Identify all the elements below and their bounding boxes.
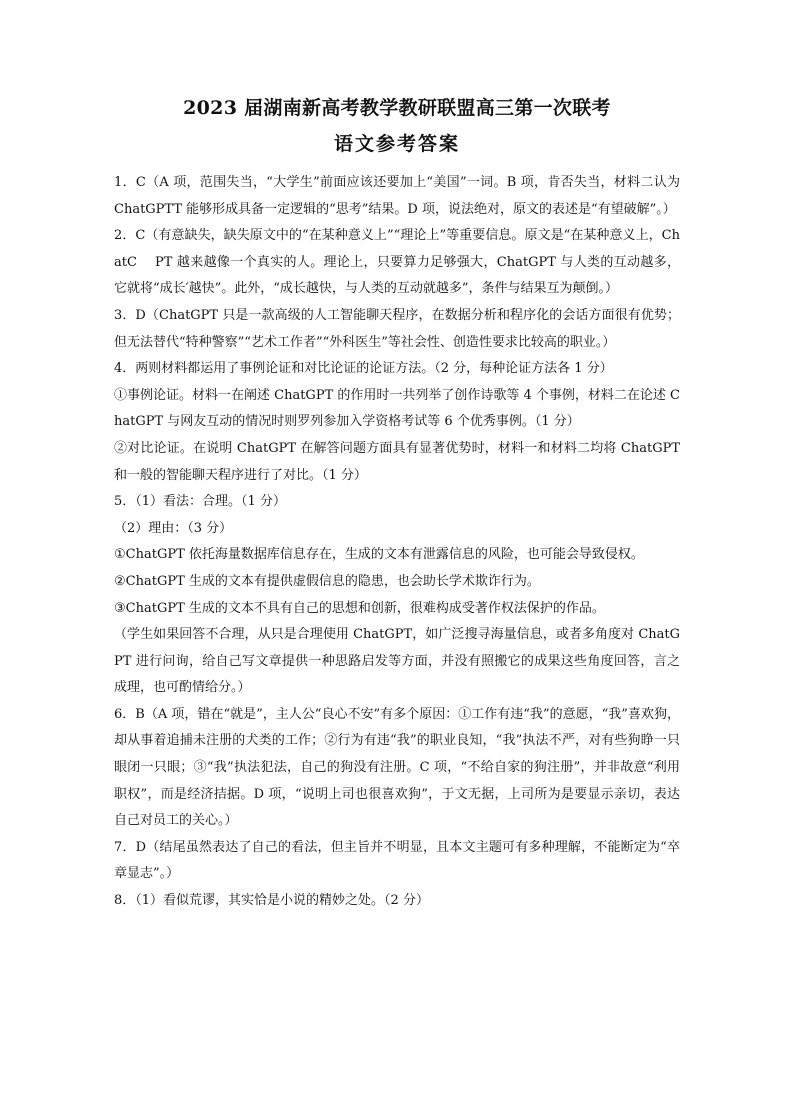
answer-5-reason-2: ②ChatGPT 生成的文本有提供虚假信息的隐患，也会助长学术欺诈行为。 bbox=[114, 573, 540, 589]
answer-5-part-2: （2）理由：（3 分） bbox=[114, 520, 233, 536]
answer-1: 1．C（A 项，范围失当，“大学生”前面应该还要加上“美国”一词。B 项，肯否失当，材料二认为 ChatGPTT 能够形成具备一定逻辑的“思考”结果。D 项，说法绝对，原文的表述是“有望破解”。） bbox=[114, 175, 694, 217]
answer-5-note: （学生如果回答不合理，从只是合理使用 ChatGPT，如广泛搜寻海量信息，或者多角度对 ChatGPT 进行问询，给自己写文章提供一种思路启发等方面，并没有照搬它的成果这些角度回答，言之成理，也可酌情给分。） bbox=[114, 627, 680, 696]
answer-5-part-1: 5．（1）看法：合理。（1 分） bbox=[114, 494, 286, 510]
answer-4-point-1: ①事例论证。材料一在阐述 ChatGPT 的作用时一共列举了创作诗歌等 4 个事例，材料二在论述 ChatGPT 与网友互动的情况时则罗列参加入学资格考试等 6 个优秀事例。（1 分） bbox=[114, 387, 680, 430]
answer-4: 4．两则材料都运用了事例论证和对比论证的论证方法。（2 分，每种论证方法各 1 分） bbox=[114, 361, 613, 377]
answer-4-point-2: ②对比论证。在说明 ChatGPT 在解答问题方面具有显著优势时，材料一和材料二均将 ChatGPT 和一般的智能聊天程序进行了对比。（1 分） bbox=[114, 440, 680, 483]
answer-5-reason-1: ①ChatGPT 依托海量数据库信息存在，生成的文本有泄露信息的风险，也可能会导致侵权。 bbox=[114, 547, 644, 563]
answer-6: 6．B（A 项，错在“就是”，主人公“良心不安”有多个原因：①工作有违“我”的意愿，“我”喜欢狗，却从事着追捕未注册的犬类的工作；②行为有违“我”的职业良知，“我”执法不严，对有些狗睁一只眼闭一只眼；③“我”执法犯法，自己的狗没有注册。C 项，“不给自家的狗注册”，并非故意“利用职权”，而是经济拮据。D 项，“说明上司也很喜欢狗”，于文无据，上司所为是要显示亲切，表达自己对员工的关心。） bbox=[114, 706, 680, 829]
answer-8: 8．（1）看似荒谬，其实恰是小说的精妙之处。（2 分） bbox=[114, 893, 429, 909]
answer-5-reason-3: ③ChatGPT 生成的文本不具有自己的思想和创新，很难构成受著作权法保护的作品。 bbox=[114, 600, 605, 616]
answer-2: 2．C（有意缺失，缺失原文中的“在某种意义上”“理论上”等重要信息。原文是“在某种意义上，ChatC PT 越来越像一个真实的人。理论上，只要算力足够强大，ChatGPT 与人类的互动越多，它就将“成长′越快”。此外，“成长越快，与人类的互动就越多”，条件与结果互为颠倒。） bbox=[114, 228, 680, 297]
document-subtitle: 语文参考答案 bbox=[333, 133, 460, 155]
document-title: 2023 届湖南新高考教学教研联盟高三第一次联考 bbox=[183, 97, 611, 119]
answer-7: 7．D（结尾虽然表达了自己的看法，但主旨并不明显，且本文主题可有多种理解，不能断定为“卒章显志”。） bbox=[114, 839, 680, 882]
answer-3: 3．D（ChatGPT 只是一款高级的人工智能聊天程序，在数据分析和程序化的会话方面很有优势；但无法替代“特种警察”“艺术工作者”“外科医生”等社会性、创造性要求比较高的职业。） bbox=[114, 307, 680, 350]
